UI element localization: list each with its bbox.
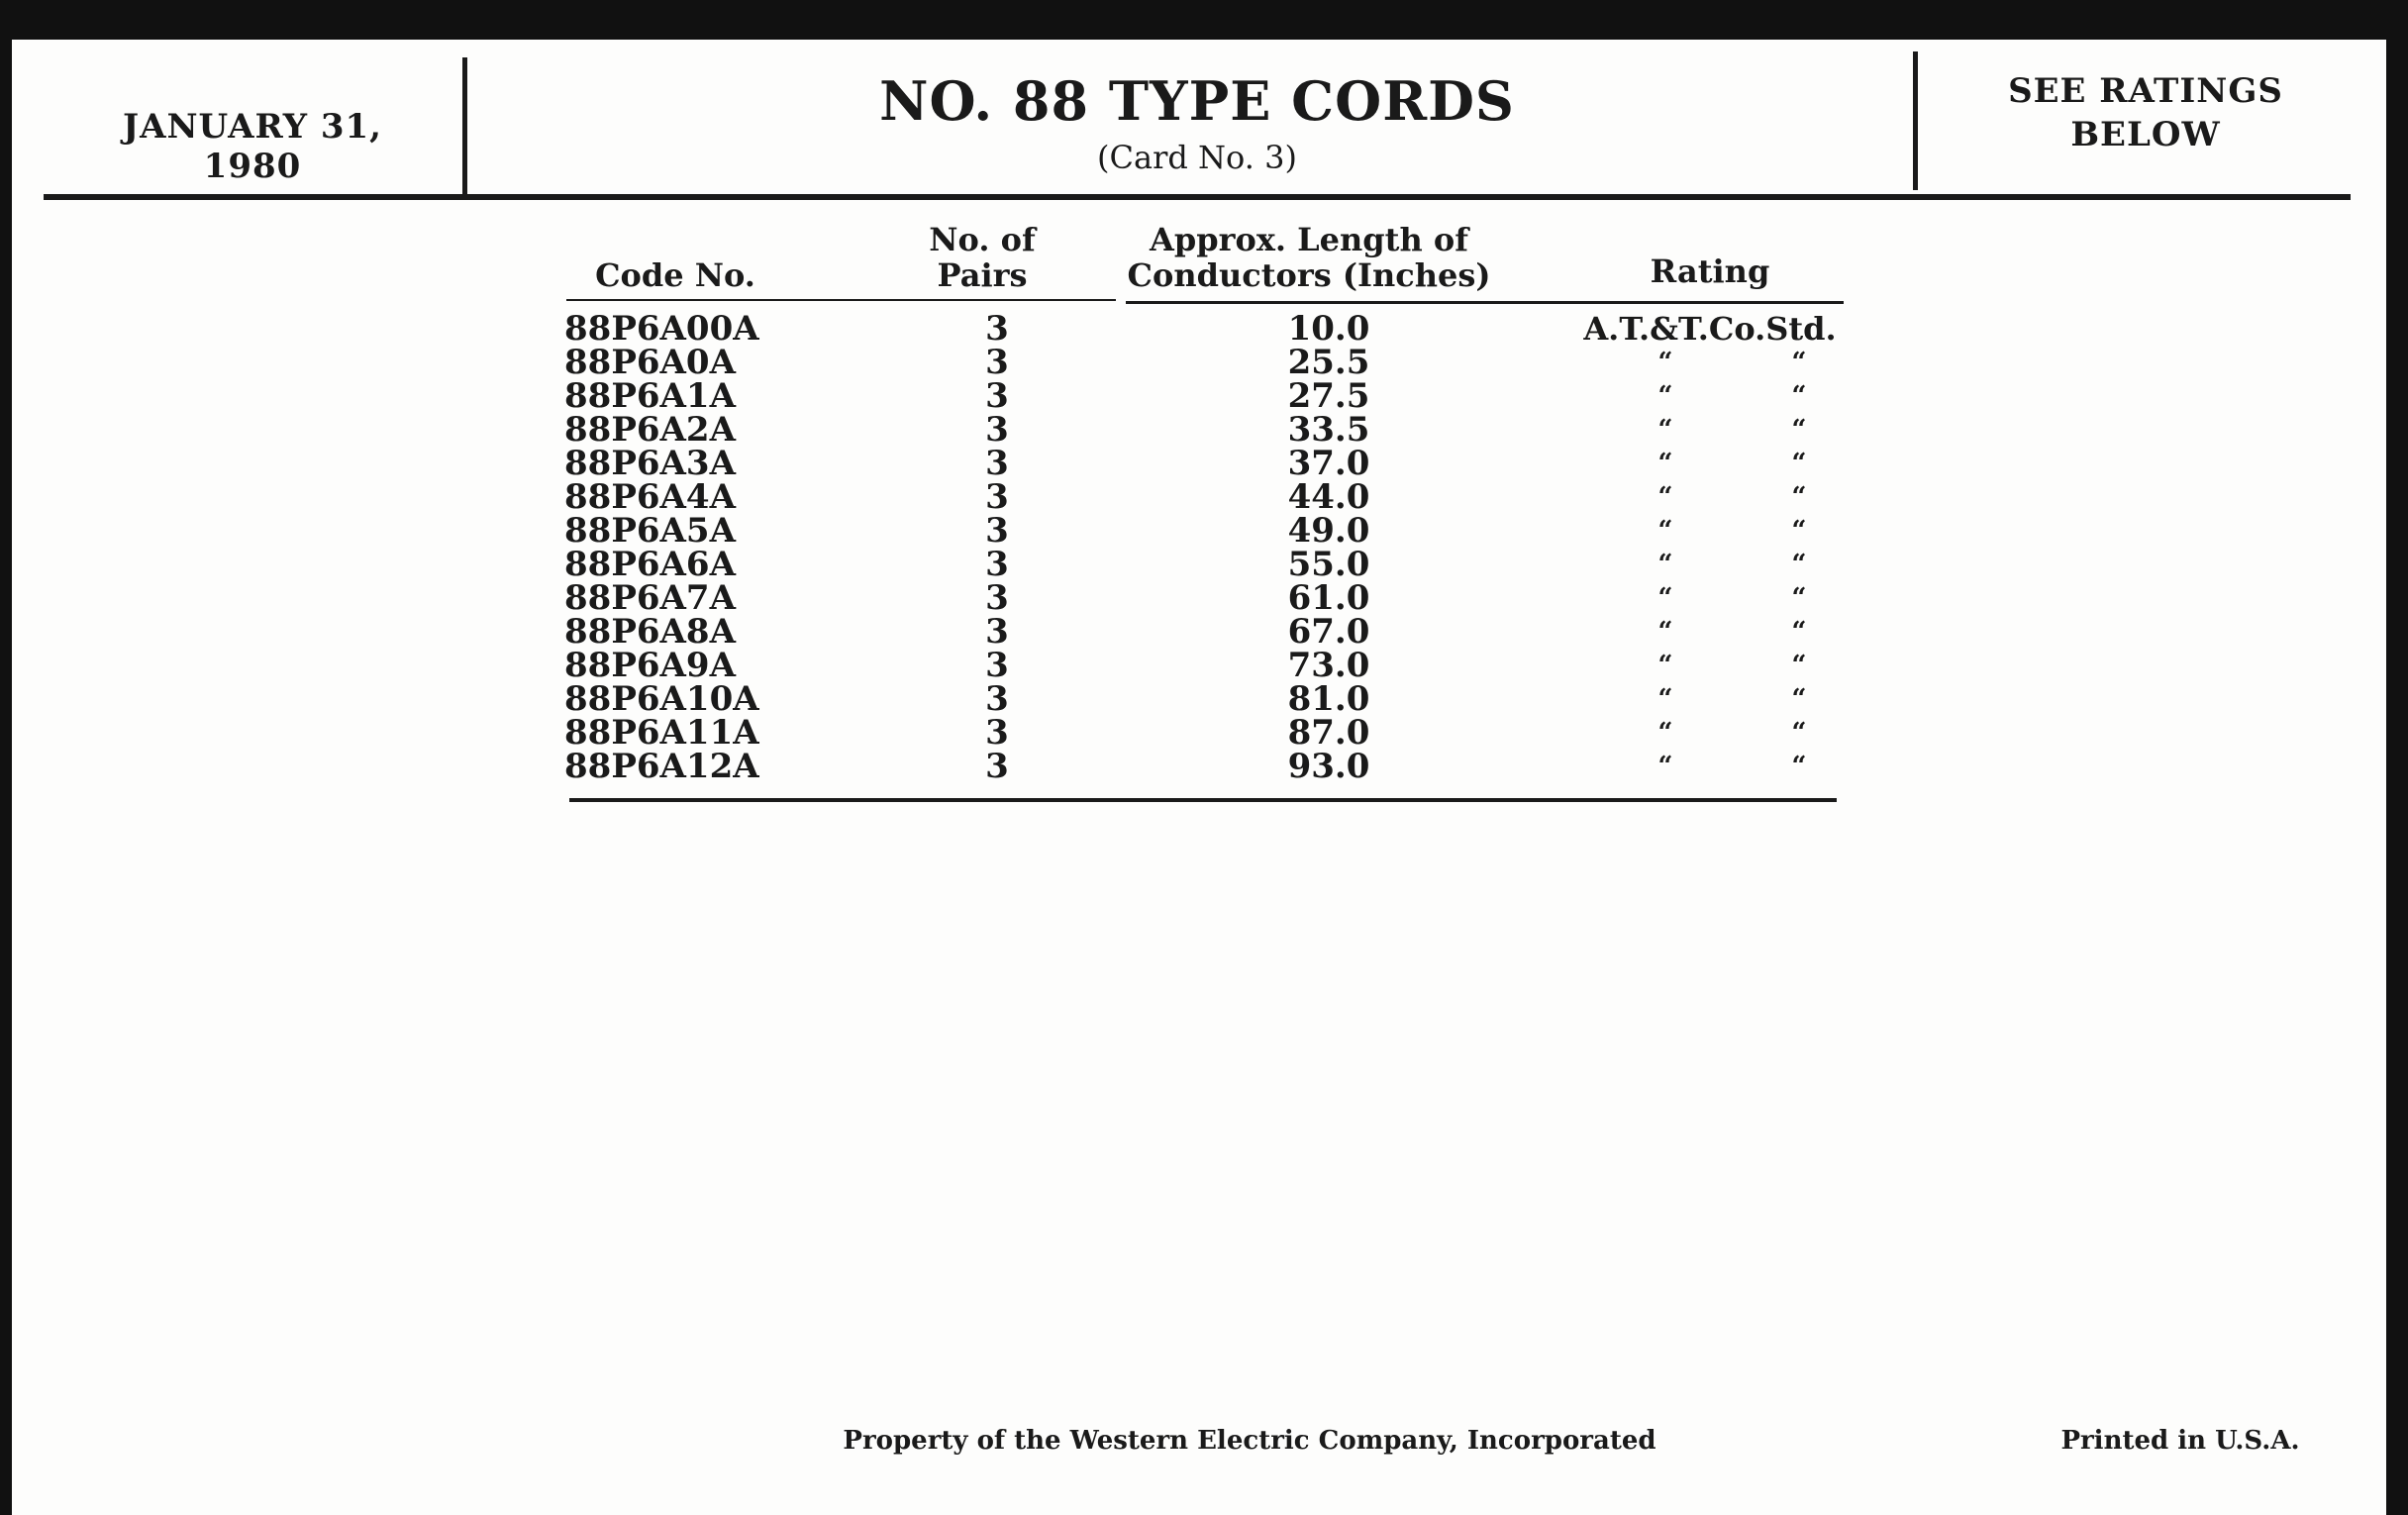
pairs-cell: 3	[985, 343, 1009, 382]
ditto-mark: “	[1791, 550, 1807, 579]
ditto-mark: “	[1657, 415, 1673, 445]
table-row	[12, 477, 2386, 517]
code-cell: 88P6A9A	[564, 646, 736, 685]
ditto-mark: “	[1657, 651, 1673, 680]
length-cell: 55.0	[1287, 545, 1370, 584]
ditto-mark: “	[1791, 482, 1807, 512]
code-cell: 88P6A10A	[564, 679, 759, 719]
footer-property: Property of the Western Electric Company, Incorporated	[843, 1426, 1656, 1456]
col-header-pairs-line1: No. of	[929, 221, 1036, 258]
table-row	[12, 679, 2386, 719]
header-rule	[44, 194, 2351, 200]
ditto-mark: “	[1657, 617, 1673, 647]
pairs-cell: 3	[985, 477, 1009, 517]
length-cell: 37.0	[1287, 444, 1370, 483]
length-cell: 33.5	[1287, 410, 1370, 450]
ditto-mark: “	[1791, 583, 1807, 613]
table-row	[12, 747, 2386, 786]
col-header-rule-length	[1126, 301, 1844, 304]
pairs-cell: 3	[985, 511, 1009, 551]
ditto-mark: “	[1791, 684, 1807, 714]
length-cell: 61.0	[1287, 578, 1370, 618]
col-header-code: Code No.	[595, 256, 755, 294]
code-cell: 88P6A8A	[564, 612, 736, 652]
col-header-pairs-line2: Pairs	[937, 256, 1028, 294]
ditto-mark: “	[1657, 583, 1673, 613]
table-row	[12, 410, 2386, 450]
ditto-mark: “	[1791, 617, 1807, 647]
ditto-mark: “	[1657, 550, 1673, 579]
ditto-mark: “	[1791, 752, 1807, 781]
pairs-cell: 3	[985, 410, 1009, 450]
ditto-mark: “	[1791, 449, 1807, 478]
pairs-cell: 3	[985, 545, 1009, 584]
ditto-mark: “	[1657, 516, 1673, 546]
pairs-cell: 3	[985, 444, 1009, 483]
pairs-cell: 3	[985, 578, 1009, 618]
length-cell: 93.0	[1287, 747, 1370, 786]
length-cell: 67.0	[1287, 612, 1370, 652]
col-header-length-line1: Approx. Length of	[1150, 221, 1468, 258]
table-row	[12, 545, 2386, 584]
table-body	[12, 309, 2386, 786]
table-row	[12, 578, 2386, 618]
ditto-mark: “	[1791, 718, 1807, 748]
ditto-mark: “	[1657, 482, 1673, 512]
code-cell: 88P6A6A	[564, 545, 736, 584]
ditto-mark: “	[1657, 381, 1673, 411]
code-cell: 88P6A1A	[564, 376, 736, 416]
length-cell: 27.5	[1287, 376, 1370, 416]
table-row	[12, 309, 2386, 349]
footer-printed: Printed in U.S.A.	[2060, 1426, 2300, 1456]
ratings-note	[1938, 69, 2354, 156]
card-title: NO. 88 TYPE CORDS	[879, 69, 1515, 133]
ditto-mark: “	[1791, 348, 1807, 377]
ditto-mark: “	[1791, 381, 1807, 411]
header-divider-left	[462, 57, 467, 198]
ditto-mark: “	[1657, 752, 1673, 781]
card-subtitle: (Card No. 3)	[1097, 139, 1297, 176]
col-header-rule-code	[566, 299, 1116, 301]
code-cell: 88P6A3A	[564, 444, 736, 483]
ratings-note-line1: SEE RATINGS	[2008, 71, 2283, 111]
length-cell: 81.0	[1287, 679, 1370, 719]
pairs-cell: 3	[985, 646, 1009, 685]
table-row	[12, 444, 2386, 483]
pairs-cell: 3	[985, 713, 1009, 753]
pairs-cell: 3	[985, 679, 1009, 719]
col-header-length-line2: Conductors (Inches)	[1127, 256, 1491, 294]
col-header-length	[1101, 222, 1517, 293]
length-cell: 49.0	[1287, 511, 1370, 551]
card-date: JANUARY 31, 1980	[123, 107, 382, 186]
code-cell: 88P6A0A	[564, 343, 736, 382]
length-cell: 44.0	[1287, 477, 1370, 517]
table-row	[12, 343, 2386, 382]
table-row	[12, 646, 2386, 685]
ditto-mark: “	[1657, 684, 1673, 714]
rating-cell: A.T.&T.Co.Std.	[1583, 310, 1837, 348]
pairs-cell: 3	[985, 376, 1009, 416]
card	[12, 40, 2386, 1515]
table-row	[12, 511, 2386, 551]
length-cell: 10.0	[1287, 309, 1370, 349]
length-cell: 73.0	[1287, 646, 1370, 685]
pairs-cell: 3	[985, 747, 1009, 786]
ditto-mark: “	[1791, 415, 1807, 445]
code-cell: 88P6A5A	[564, 511, 736, 551]
table-row	[12, 376, 2386, 416]
ditto-mark: “	[1657, 718, 1673, 748]
col-header-rating: Rating	[1650, 252, 1770, 290]
ditto-mark: “	[1791, 516, 1807, 546]
ditto-mark: “	[1791, 651, 1807, 680]
length-cell: 25.5	[1287, 343, 1370, 382]
ditto-mark: “	[1657, 449, 1673, 478]
code-cell: 88P6A11A	[564, 713, 759, 753]
pairs-cell: 3	[985, 309, 1009, 349]
header-divider-right	[1913, 51, 1918, 190]
table-row	[12, 612, 2386, 652]
table-row	[12, 713, 2386, 753]
code-cell: 88P6A00A	[564, 309, 759, 349]
ratings-note-line2: BELOW	[2070, 115, 2221, 154]
pairs-cell: 3	[985, 612, 1009, 652]
col-header-pairs	[883, 222, 1081, 293]
table-bottom-rule	[569, 798, 1837, 802]
code-cell: 88P6A7A	[564, 578, 736, 618]
code-cell: 88P6A4A	[564, 477, 736, 517]
code-cell: 88P6A12A	[564, 747, 759, 786]
ditto-mark: “	[1657, 348, 1673, 377]
code-cell: 88P6A2A	[564, 410, 736, 450]
length-cell: 87.0	[1287, 713, 1370, 753]
